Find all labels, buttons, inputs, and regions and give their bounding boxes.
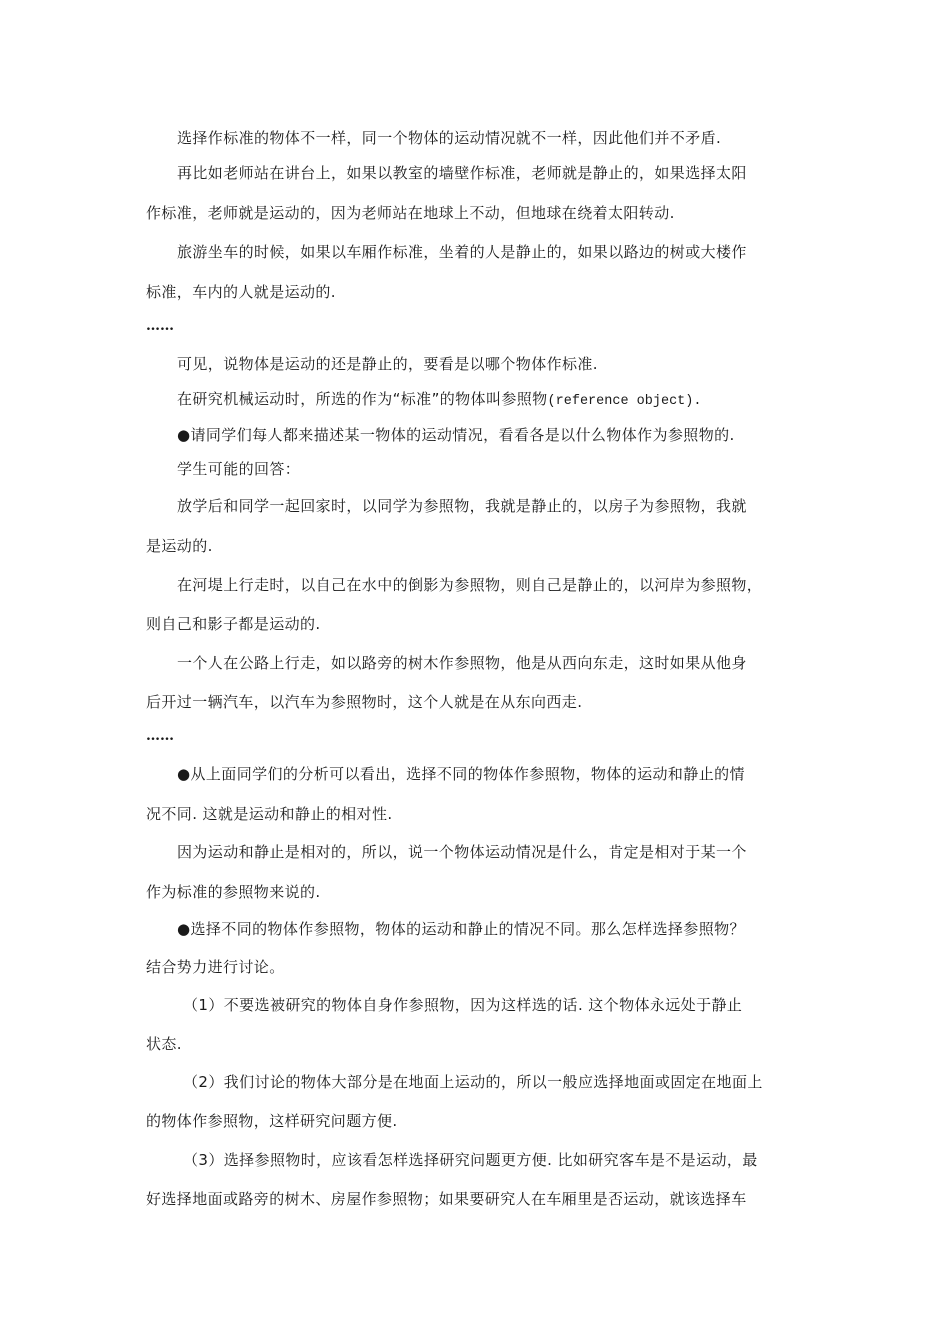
paragraph-line: 可见，说物体是运动的还是静止的，要看是以哪个物体作标准. (177, 355, 598, 373)
paragraph-line: 在河堤上行走时，以自己在水中的倒影为参照物，则自己是静止的，以河岸为参照物， (177, 576, 763, 594)
paragraph-line: 一个人在公路上行走，如以路旁的树木作参照物，他是从西向东走，这时如果从他身 (177, 654, 747, 672)
paragraph-line: 的物体作参照物，这样研究问题方便. (146, 1112, 398, 1130)
paragraph-line: 结合势力进行讨论。 (146, 958, 285, 976)
list-item: （3）选择参照物时，应该看怎样选择研究问题更方便. 比如研究客车是不是运动，最 (183, 1151, 758, 1169)
paragraph-line: 旅游坐车的时候，如果以车厢作标准，坐着的人是静止的，如果以路边的树或大楼作 (177, 243, 747, 261)
paragraph-line: 作标准，老师就是运动的，因为老师站在地球上不动，但地球在绕着太阳转动. (146, 204, 675, 222)
definition-line (177, 389, 701, 412)
paragraph-line: 则自己和影子都是运动的. (146, 615, 321, 633)
ellipsis: …… (146, 318, 174, 334)
paragraph-line: 是运动的. (146, 537, 213, 555)
paragraph-line: 放学后和同学一起回家时，以同学为参照物，我就是静止的，以房子为参照物，我就 (177, 497, 747, 515)
paragraph-line: 状态. (146, 1035, 182, 1053)
paragraph-line: 标准，车内的人就是运动的. (146, 283, 336, 301)
paragraph-line: 后开过一辆汽车，以汽车为参照物时，这个人就是在从东向西走. (146, 693, 583, 711)
paragraph-line: 因为运动和静止是相对的，所以，说一个物体运动情况是什么，肯定是相对于某一个 (177, 843, 747, 861)
paragraph-line: 再比如老师站在讲台上，如果以教室的墙壁作标准，老师就是静止的，如果选择太阳 (177, 164, 747, 182)
ellipsis: …… (146, 728, 174, 744)
bullet-line: ●选择不同的物体作参照物，物体的运动和静止的情况不同。那么怎样选择参照物？ (177, 920, 745, 938)
paragraph-line: 作为标准的参照物来说的. (146, 883, 321, 901)
paragraph-line: 况不同. 这就是运动和静止的相对性. (146, 805, 393, 823)
definition-text: 在研究机械运动时，所选的作为“标准”的物体叫参照物 (177, 390, 548, 408)
bullet-line: ●请同学们每人都来描述某一物体的运动情况，看看各是以什么物体作为参照物的. (177, 426, 735, 444)
list-item: （1）不要选被研究的物体自身作参照物，因为这样选的话. 这个物体永远处于静止 (183, 996, 743, 1014)
bullet-line: ●从上面同学们的分析可以看出，选择不同的物体作参照物，物体的运动和静止的情 (177, 765, 745, 783)
list-item: （2）我们讨论的物体大部分是在地面上运动的，所以一般应选择地面或固定在地面上 (183, 1073, 763, 1091)
paragraph-line: 选择作标准的物体不一样，同一个物体的运动情况就不一样，因此他们并不矛盾. (177, 129, 722, 147)
english-term: (reference object). (547, 394, 702, 409)
paragraph-line: 学生可能的回答： (177, 460, 301, 478)
paragraph-line: 好选择地面或路旁的树木、房屋作参照物；如果要研究人在车厢里是否运动，就该选择车 (146, 1190, 747, 1208)
